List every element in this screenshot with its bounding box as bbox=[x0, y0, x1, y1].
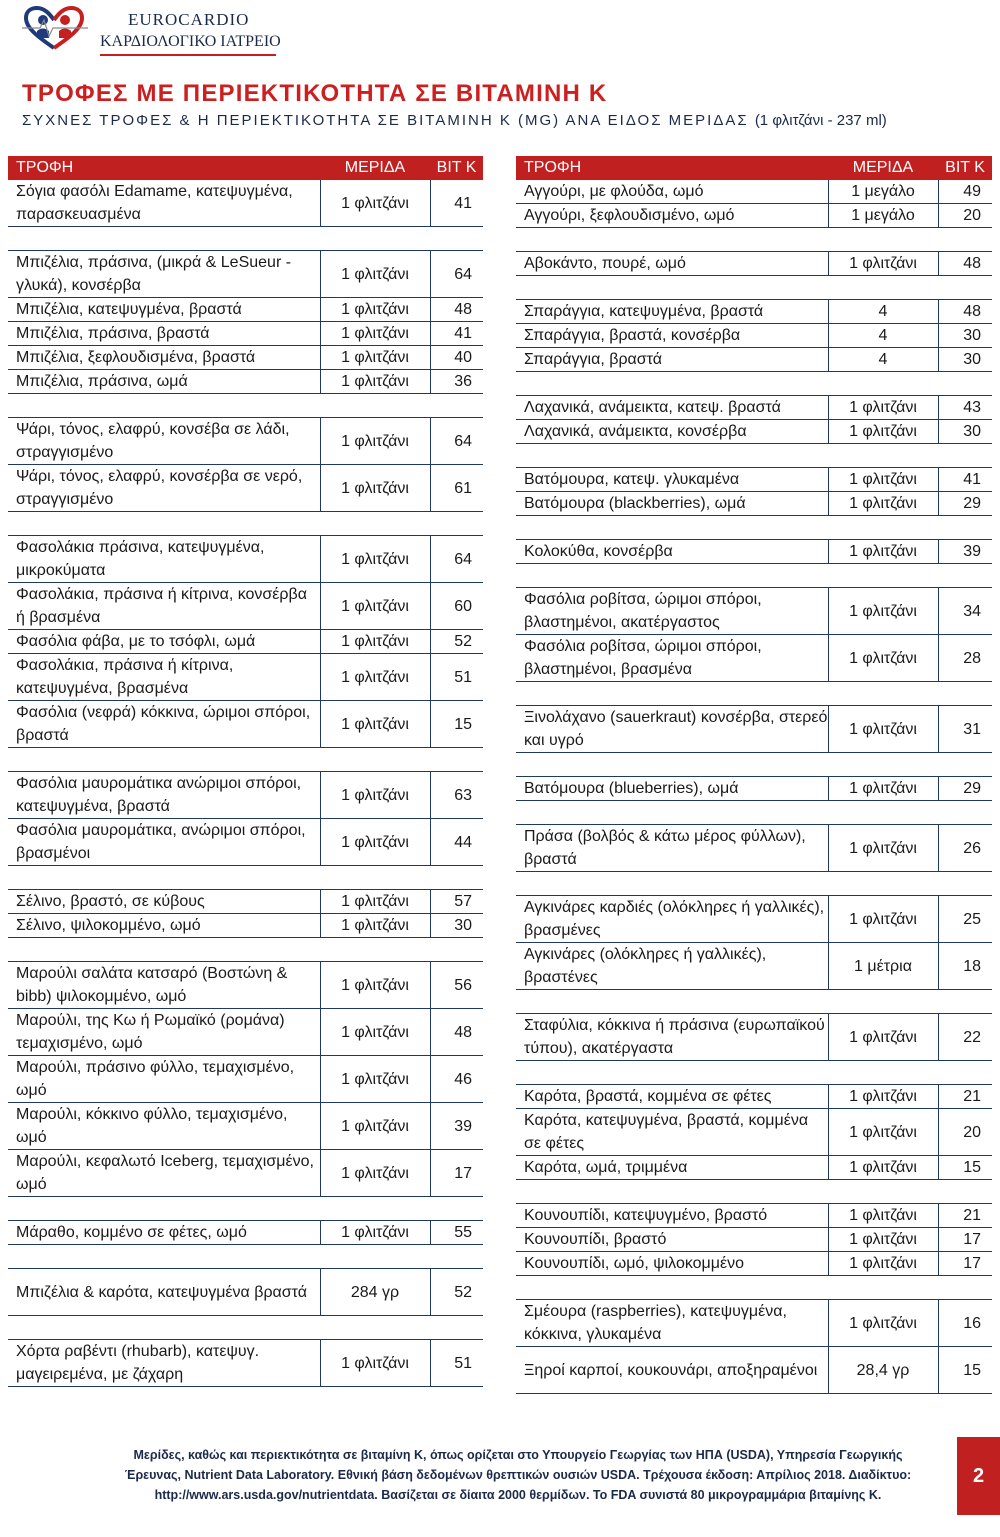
food-cell: Αγκινάρες (ολόκληρες ή γαλλικές), βραστένες bbox=[516, 943, 828, 990]
table-body-right bbox=[516, 180, 992, 1394]
table-row bbox=[8, 1269, 483, 1316]
table-row bbox=[8, 1340, 483, 1387]
table-spacer-row bbox=[516, 444, 992, 468]
spacer-cell bbox=[8, 748, 483, 772]
portion-cell: 1 φλιτζάνι bbox=[828, 1085, 938, 1109]
food-cell: Ψάρι, τόνος, ελαφρύ, κονσέβα σε λάδι, στραγγισμένο bbox=[8, 418, 320, 465]
food-cell: Σέλινο, βραστό, σε κύβους bbox=[8, 890, 320, 914]
portion-cell: 1 φλιτζάνι bbox=[320, 1150, 430, 1197]
portion-cell: 1 φλιτζάνι bbox=[828, 588, 938, 635]
food-cell: Φασόλια φάβα, με το τσόφλι, ωμά bbox=[8, 630, 320, 654]
table-row bbox=[8, 1009, 483, 1056]
header-portion: ΜΕΡΙΔΑ bbox=[320, 156, 430, 180]
vitamin-k-cell: 51 bbox=[430, 1340, 483, 1387]
portion-cell: 4 bbox=[828, 348, 938, 372]
portion-cell: 1 φλιτζάνι bbox=[320, 322, 430, 346]
vitamin-k-cell: 57 bbox=[430, 890, 483, 914]
spacer-cell bbox=[8, 1316, 483, 1340]
food-cell: Φασολάκια πράσινα, κατεψυγμένα, μικροκύματα bbox=[8, 536, 320, 583]
vitamin-k-cell: 40 bbox=[430, 346, 483, 370]
food-cell: Μαρούλι, πράσινο φύλλο, τεμαχισμένο, ωμό bbox=[8, 1056, 320, 1103]
table-row bbox=[516, 1014, 992, 1061]
portion-cell: 1 φλιτζάνι bbox=[320, 180, 430, 227]
table-spacer-row bbox=[516, 682, 992, 706]
portion-cell: 1 φλιτζάνι bbox=[320, 1009, 430, 1056]
food-cell: Φασόλια ροβίτσα, ώριμοι σπόροι, βλαστημένοι, βρασμένα bbox=[516, 635, 828, 682]
table-row bbox=[516, 1109, 992, 1156]
vitamin-k-cell: 16 bbox=[938, 1300, 992, 1347]
food-cell: Μπιζέλια, κατεψυγμένα, βραστά bbox=[8, 298, 320, 322]
table-spacer-row bbox=[8, 394, 483, 418]
food-cell: Μαρούλι, κόκκινο φύλλο, τεμαχισμένο, ωμό bbox=[8, 1103, 320, 1150]
vitamin-k-cell: 15 bbox=[938, 1347, 992, 1394]
vitamin-k-cell: 51 bbox=[430, 654, 483, 701]
portion-cell: 1 φλιτζάνι bbox=[828, 1014, 938, 1061]
portion-cell: 1 φλιτζάνι bbox=[828, 1204, 938, 1228]
vitamin-k-cell: 20 bbox=[938, 204, 992, 228]
subtitle-text: ΣΥΧΝΕΣ ΤΡΟΦΕΣ & Η ΠΕΡΙΕΚΤΙΚΟΤΗΤΑ ΣΕ ΒΙΤΑΜΙΝΗ Κ (MG) ΑΝΑ ΕΙΔΟΣ ΜΕΡΙΔΑΣ bbox=[22, 112, 749, 129]
vitamin-k-cell: 15 bbox=[430, 701, 483, 748]
table-row bbox=[516, 1204, 992, 1228]
spacer-cell bbox=[516, 753, 992, 777]
vitamin-k-cell: 29 bbox=[938, 777, 992, 801]
table-row bbox=[8, 962, 483, 1009]
portion-cell: 1 φλιτζάνι bbox=[320, 962, 430, 1009]
table-row bbox=[8, 819, 483, 866]
table-header-row bbox=[8, 156, 483, 180]
food-cell: Μπιζέλια, πράσινα, (μικρά & LeSueur - γλυκά), κονσέρβα bbox=[8, 251, 320, 298]
food-cell: Αβοκάντο, πουρέ, ωμό bbox=[516, 252, 828, 276]
vitamin-k-cell: 39 bbox=[938, 540, 992, 564]
vitamin-k-cell: 20 bbox=[938, 1109, 992, 1156]
footer-source-note bbox=[88, 1445, 948, 1505]
table-header-row bbox=[516, 156, 992, 180]
food-cell: Σόγια φασόλι Edamame, κατεψυγμένα, παρασκευασμένα bbox=[8, 180, 320, 227]
table-row bbox=[516, 706, 992, 753]
table-row bbox=[516, 1300, 992, 1347]
food-cell: Σπαράγγια, βραστά bbox=[516, 348, 828, 372]
food-cell: Φασόλια (νεφρά) κόκκινα, ώριμοι σπόροι, βραστά bbox=[8, 701, 320, 748]
vitamin-k-cell: 41 bbox=[430, 180, 483, 227]
table-row bbox=[516, 300, 992, 324]
table-spacer-row bbox=[516, 872, 992, 896]
table-row bbox=[8, 1221, 483, 1245]
header bbox=[0, 0, 1000, 70]
table-row bbox=[8, 536, 483, 583]
food-cell: Φασολάκια, πράσινα ή κίτρινα, κονσέρβα ή βρασμένα bbox=[8, 583, 320, 630]
portion-cell: 1 φλιτζάνι bbox=[320, 298, 430, 322]
food-cell: Μαρούλι, κεφαλωτό Iceberg, τεμαχισμένο, ωμό bbox=[8, 1150, 320, 1197]
portion-cell: 1 φλιτζάνι bbox=[828, 1156, 938, 1180]
table-spacer-row bbox=[8, 1245, 483, 1269]
table-body-left bbox=[8, 180, 483, 1387]
table-row bbox=[516, 420, 992, 444]
food-cell: Αγγούρι, με φλούδα, ωμό bbox=[516, 180, 828, 204]
table-row bbox=[516, 204, 992, 228]
vitamin-k-cell: 52 bbox=[430, 1269, 483, 1316]
brand-name: EUROCARDIO bbox=[128, 10, 250, 29]
food-cell: Πράσα (βολβός & κάτω μέρος φύλλων), βραστά bbox=[516, 825, 828, 872]
food-cell: Κουνουπίδι, κατεψυγμένο, βραστό bbox=[516, 1204, 828, 1228]
vitamin-k-cell: 48 bbox=[430, 1009, 483, 1056]
table-spacer-row bbox=[516, 801, 992, 825]
food-cell: Κουνουπίδι, ωμό, ψιλοκομμένο bbox=[516, 1252, 828, 1276]
portion-cell: 1 φλιτζάνι bbox=[828, 706, 938, 753]
portion-cell: 1 φλιτζάνι bbox=[320, 583, 430, 630]
food-cell: Μπιζέλια, πράσινα, βραστά bbox=[8, 322, 320, 346]
portion-cell: 1 φλιτζάνι bbox=[320, 819, 430, 866]
vitamin-k-cell: 48 bbox=[938, 300, 992, 324]
portion-cell: 1 μεγάλο bbox=[828, 180, 938, 204]
vitamin-k-cell: 36 bbox=[430, 370, 483, 394]
vitamin-k-cell: 44 bbox=[430, 819, 483, 866]
page-number: 2 bbox=[957, 1437, 1000, 1515]
food-cell: Βατόμουρα, κατεψ. γλυκαμένα bbox=[516, 468, 828, 492]
table-spacer-row bbox=[8, 748, 483, 772]
food-cell: Σπαράγγια, κατεψυγμένα, βραστά bbox=[516, 300, 828, 324]
table-row bbox=[8, 298, 483, 322]
table-spacer-row bbox=[516, 1180, 992, 1204]
food-cell: Βατόμουρα (blueberries), ωμά bbox=[516, 777, 828, 801]
vitamin-k-cell: 48 bbox=[430, 298, 483, 322]
table-row bbox=[8, 630, 483, 654]
table-spacer-row bbox=[516, 564, 992, 588]
vitamin-k-cell: 30 bbox=[938, 348, 992, 372]
table-row bbox=[8, 1056, 483, 1103]
spacer-cell bbox=[8, 866, 483, 890]
vitamin-k-cell: 30 bbox=[938, 324, 992, 348]
food-cell: Μπιζέλια, πράσινα, ωμά bbox=[8, 370, 320, 394]
portion-cell: 1 μεγάλο bbox=[828, 204, 938, 228]
spacer-cell bbox=[516, 516, 992, 540]
vitamin-k-cell: 63 bbox=[430, 772, 483, 819]
portion-cell: 1 φλιτζάνι bbox=[320, 701, 430, 748]
food-cell: Ψάρι, τόνος, ελαφρύ, κονσέρβα σε νερό, στραγγισμένο bbox=[8, 465, 320, 512]
portion-cell: 1 φλιτζάνι bbox=[320, 251, 430, 298]
vitamin-k-cell: 17 bbox=[938, 1228, 992, 1252]
portion-cell: 1 φλιτζάνι bbox=[828, 635, 938, 682]
header-portion: ΜΕΡΙΔΑ bbox=[828, 156, 938, 180]
portion-cell: 1 φλιτζάνι bbox=[828, 1300, 938, 1347]
food-cell: Αγγούρι, ξεφλουδισμένο, ωμό bbox=[516, 204, 828, 228]
food-cell: Λαχανικά, ανάμεικτα, κατεψ. βραστά bbox=[516, 396, 828, 420]
table-row bbox=[8, 654, 483, 701]
vitamin-k-cell: 17 bbox=[430, 1150, 483, 1197]
food-cell: Κολοκύθα, κονσέρβα bbox=[516, 540, 828, 564]
portion-cell: 284 γρ bbox=[320, 1269, 430, 1316]
food-cell: Βατόμουρα (blackberries), ωμά bbox=[516, 492, 828, 516]
vitamin-k-cell: 56 bbox=[430, 962, 483, 1009]
table-row bbox=[516, 635, 992, 682]
portion-cell: 1 φλιτζάνι bbox=[828, 825, 938, 872]
footer-line: Έρευνας, Nutrient Data Laboratory. Εθνική βάση δεδομένων θρεπτικών ουσιών USDA. Τρέχουσα έκδοση: Απρίλιος 2018. Διαδίκτυο: bbox=[124, 1468, 912, 1482]
table-row bbox=[8, 772, 483, 819]
table-spacer-row bbox=[516, 276, 992, 300]
table-spacer-row bbox=[516, 753, 992, 777]
spacer-cell bbox=[516, 801, 992, 825]
table-row bbox=[516, 1252, 992, 1276]
food-cell: Λαχανικά, ανάμεικτα, κονσέρβα bbox=[516, 420, 828, 444]
table-row bbox=[516, 1228, 992, 1252]
table-row bbox=[8, 583, 483, 630]
table-row bbox=[516, 324, 992, 348]
footer-line: Μερίδες, καθώς και περιεκτικότητα σε βιταμίνη Κ, όπως ορίζεται στο Υπουργείο Γεωργίας των ΗΠΑ (USDA), Υπηρεσία Γεωργικής bbox=[133, 1448, 903, 1462]
table-row bbox=[8, 370, 483, 394]
table-spacer-row bbox=[8, 227, 483, 251]
page-title: ΤΡΟΦΕΣ ΜΕ ΠΕΡΙΕΚΤΙΚΟΤΗΤΑ ΣΕ ΒΙΤΑΜΙΝΗ Κ bbox=[22, 80, 608, 107]
portion-cell: 28,4 γρ bbox=[828, 1347, 938, 1394]
spacer-cell bbox=[516, 564, 992, 588]
portion-cell: 4 bbox=[828, 300, 938, 324]
spacer-cell bbox=[8, 394, 483, 418]
brand-subtitle: ΚΑΡΔΙΟΛΟΓΙΚΟ ΙΑΤΡΕΙΟ bbox=[100, 33, 281, 50]
vitamin-k-cell: 26 bbox=[938, 825, 992, 872]
vitamin-k-cell: 31 bbox=[938, 706, 992, 753]
table-spacer-row bbox=[8, 866, 483, 890]
table-spacer-row bbox=[516, 516, 992, 540]
heart-logo-icon bbox=[18, 6, 90, 52]
food-cell: Φασολάκια, πράσινα ή κίτρινα, κατεψυγμένα, βρασμένα bbox=[8, 654, 320, 701]
vitamin-k-cell: 55 bbox=[430, 1221, 483, 1245]
table-row bbox=[516, 943, 992, 990]
vitamin-k-cell: 64 bbox=[430, 536, 483, 583]
vitamin-k-cell: 21 bbox=[938, 1204, 992, 1228]
portion-cell: 1 φλιτζάνι bbox=[320, 536, 430, 583]
food-cell: Φασόλια μαυρομάτικα, ανώριμοι σπόροι, βρασμένοι bbox=[8, 819, 320, 866]
portion-cell: 1 φλιτζάνι bbox=[828, 468, 938, 492]
table-spacer-row bbox=[516, 1061, 992, 1085]
food-cell: Μπιζέλια, ξεφλουδισμένα, βραστά bbox=[8, 346, 320, 370]
vitamin-k-cell: 30 bbox=[938, 420, 992, 444]
spacer-cell bbox=[8, 1197, 483, 1221]
spacer-cell bbox=[516, 276, 992, 300]
table-row bbox=[8, 1150, 483, 1197]
table-row bbox=[516, 1085, 992, 1109]
food-cell: Αγκινάρες καρδιές (ολόκληρες ή γαλλικές), βρασμένες bbox=[516, 896, 828, 943]
table-row bbox=[516, 1347, 992, 1394]
table-row bbox=[8, 322, 483, 346]
spacer-cell bbox=[516, 682, 992, 706]
table-row bbox=[516, 1156, 992, 1180]
portion-cell: 1 φλιτζάνι bbox=[828, 1228, 938, 1252]
vitamin-k-cell: 48 bbox=[938, 252, 992, 276]
vitamin-k-cell: 22 bbox=[938, 1014, 992, 1061]
table-row bbox=[8, 890, 483, 914]
footer-line: http://www.ars.usda.gov/nutrientdata. Βασίζεται σε δίαιτα 2000 θερμίδων. Το FDA συνιστά 80 μικρογραμμάρια βιταμίνης Κ. bbox=[154, 1488, 882, 1502]
vitamin-k-cell: 64 bbox=[430, 251, 483, 298]
table-spacer-row bbox=[516, 228, 992, 252]
food-cell: Σμέουρα (raspberries), κατεψυγμένα, κόκκινα, γλυκαμένα bbox=[516, 1300, 828, 1347]
table-row bbox=[8, 465, 483, 512]
table-row bbox=[516, 348, 992, 372]
spacer-cell bbox=[8, 227, 483, 251]
table-row bbox=[8, 180, 483, 227]
vitamin-k-cell: 30 bbox=[430, 914, 483, 938]
spacer-cell bbox=[516, 444, 992, 468]
header-vit: ΒΙΤ Κ bbox=[938, 156, 992, 180]
food-cell: Χόρτα ραβέντι (rhubarb), κατεψυγ. μαγειρεμένα, με ζάχαρη bbox=[8, 1340, 320, 1387]
vitamin-k-table-left bbox=[8, 156, 483, 1387]
portion-cell: 1 φλιτζάνι bbox=[320, 465, 430, 512]
vitamin-k-cell: 49 bbox=[938, 180, 992, 204]
vitamin-k-cell: 28 bbox=[938, 635, 992, 682]
vitamin-k-table-right bbox=[516, 156, 992, 1394]
food-cell: Μαρούλι σαλάτα κατσαρό (Βοστώνη & bibb) ψιλοκομμένο, ωμό bbox=[8, 962, 320, 1009]
spacer-cell bbox=[516, 1180, 992, 1204]
vitamin-k-cell: 25 bbox=[938, 896, 992, 943]
table-row bbox=[8, 418, 483, 465]
spacer-cell bbox=[516, 372, 992, 396]
table-spacer-row bbox=[516, 990, 992, 1014]
vitamin-k-cell: 61 bbox=[430, 465, 483, 512]
table-row bbox=[516, 540, 992, 564]
table-row bbox=[8, 251, 483, 298]
portion-cell: 1 φλιτζάνι bbox=[320, 914, 430, 938]
portion-cell: 1 φλιτζάνι bbox=[320, 630, 430, 654]
food-cell: Φασόλια μαυρομάτικα ανώριμοι σπόροι, κατεψυγμένα, βραστά bbox=[8, 772, 320, 819]
table-spacer-row bbox=[516, 372, 992, 396]
page-subtitle bbox=[22, 112, 887, 129]
table-row bbox=[8, 1103, 483, 1150]
header-vit: ΒΙΤ Κ bbox=[430, 156, 483, 180]
portion-cell: 1 φλιτζάνι bbox=[320, 1221, 430, 1245]
vitamin-k-cell: 18 bbox=[938, 943, 992, 990]
food-cell: Ξινολάχανο (sauerkraut) κονσέρβα, στερεό και υγρό bbox=[516, 706, 828, 753]
vitamin-k-cell: 64 bbox=[430, 418, 483, 465]
table-spacer-row bbox=[8, 1197, 483, 1221]
vitamin-k-cell: 39 bbox=[430, 1103, 483, 1150]
table-row bbox=[8, 346, 483, 370]
table-row bbox=[8, 701, 483, 748]
food-cell: Καρότα, ωμά, τριμμένα bbox=[516, 1156, 828, 1180]
food-cell: Μάραθο, κομμένο σε φέτες, ωμό bbox=[8, 1221, 320, 1245]
spacer-cell bbox=[8, 1245, 483, 1269]
portion-cell: 1 φλιτζάνι bbox=[828, 777, 938, 801]
table-row bbox=[8, 914, 483, 938]
vitamin-k-cell: 46 bbox=[430, 1056, 483, 1103]
food-cell: Καρότα, κατεψυγμένα, βραστά, κομμένα σε φέτες bbox=[516, 1109, 828, 1156]
portion-cell: 1 φλιτζάνι bbox=[828, 492, 938, 516]
table-row bbox=[516, 180, 992, 204]
food-cell: Φασόλια ροβίτσα, ώριμοι σπόροι, βλαστημένοι, ακατέργαστος bbox=[516, 588, 828, 635]
food-cell: Ξηροί καρποί, κουκουνάρι, αποξηραμένοι bbox=[516, 1347, 828, 1394]
food-cell: Σπαράγγια, βραστά, κονσέρβα bbox=[516, 324, 828, 348]
food-cell: Σταφύλια, κόκκινα ή πράσινα (ευρωπαϊκού τύπου), ακατέργαστα bbox=[516, 1014, 828, 1061]
vitamin-k-cell: 43 bbox=[938, 396, 992, 420]
portion-cell: 1 φλιτζάνι bbox=[320, 654, 430, 701]
portion-cell: 1 φλιτζάνι bbox=[828, 896, 938, 943]
portion-cell: 1 φλιτζάνι bbox=[320, 1103, 430, 1150]
portion-cell: 1 φλιτζάνι bbox=[828, 252, 938, 276]
portion-cell: 1 μέτρια bbox=[828, 943, 938, 990]
brand-divider bbox=[100, 54, 276, 56]
table-spacer-row bbox=[8, 512, 483, 536]
spacer-cell bbox=[516, 990, 992, 1014]
spacer-cell bbox=[516, 1061, 992, 1085]
spacer-cell bbox=[516, 228, 992, 252]
header-food: ΤΡΟΦΗ bbox=[8, 156, 320, 180]
portion-cell: 4 bbox=[828, 324, 938, 348]
table-spacer-row bbox=[8, 938, 483, 962]
portion-cell: 1 φλιτζάνι bbox=[828, 1109, 938, 1156]
vitamin-k-cell: 29 bbox=[938, 492, 992, 516]
portion-cell: 1 φλιτζάνι bbox=[320, 370, 430, 394]
vitamin-k-cell: 60 bbox=[430, 583, 483, 630]
table-row bbox=[516, 468, 992, 492]
vitamin-k-cell: 15 bbox=[938, 1156, 992, 1180]
spacer-cell bbox=[516, 872, 992, 896]
food-cell: Μαρούλι, της Κω ή Ρωμαϊκό (ρομάνα) τεμαχισμένο, ωμό bbox=[8, 1009, 320, 1056]
portion-cell: 1 φλιτζάνι bbox=[828, 540, 938, 564]
table-spacer-row bbox=[516, 1276, 992, 1300]
table-row bbox=[516, 492, 992, 516]
portion-cell: 1 φλιτζάνι bbox=[320, 1056, 430, 1103]
subtitle-serving-note: (1 φλιτζάνι - 237 ml) bbox=[754, 112, 887, 129]
food-cell: Μπιζέλια & καρότα, κατεψυγμένα βραστά bbox=[8, 1269, 320, 1316]
table-row bbox=[516, 396, 992, 420]
table-row bbox=[516, 825, 992, 872]
table-row bbox=[516, 588, 992, 635]
vitamin-k-cell: 34 bbox=[938, 588, 992, 635]
spacer-cell bbox=[8, 938, 483, 962]
table-row bbox=[516, 896, 992, 943]
table-row bbox=[516, 252, 992, 276]
vitamin-k-cell: 52 bbox=[430, 630, 483, 654]
spacer-cell bbox=[516, 1276, 992, 1300]
portion-cell: 1 φλιτζάνι bbox=[320, 890, 430, 914]
spacer-cell bbox=[8, 512, 483, 536]
food-cell: Κουνουπίδι, βραστό bbox=[516, 1228, 828, 1252]
vitamin-k-cell: 21 bbox=[938, 1085, 992, 1109]
portion-cell: 1 φλιτζάνι bbox=[320, 346, 430, 370]
header-food: ΤΡΟΦΗ bbox=[516, 156, 828, 180]
food-cell: Σέλινο, ψιλοκομμένο, ωμό bbox=[8, 914, 320, 938]
portion-cell: 1 φλιτζάνι bbox=[828, 396, 938, 420]
vitamin-k-cell: 17 bbox=[938, 1252, 992, 1276]
food-cell: Καρότα, βραστά, κομμένα σε φέτες bbox=[516, 1085, 828, 1109]
portion-cell: 1 φλιτζάνι bbox=[320, 772, 430, 819]
vitamin-k-cell: 41 bbox=[430, 322, 483, 346]
portion-cell: 1 φλιτζάνι bbox=[828, 1252, 938, 1276]
table-spacer-row bbox=[8, 1316, 483, 1340]
portion-cell: 1 φλιτζάνι bbox=[828, 420, 938, 444]
table-row bbox=[516, 777, 992, 801]
vitamin-k-cell: 41 bbox=[938, 468, 992, 492]
portion-cell: 1 φλιτζάνι bbox=[320, 418, 430, 465]
portion-cell: 1 φλιτζάνι bbox=[320, 1340, 430, 1387]
